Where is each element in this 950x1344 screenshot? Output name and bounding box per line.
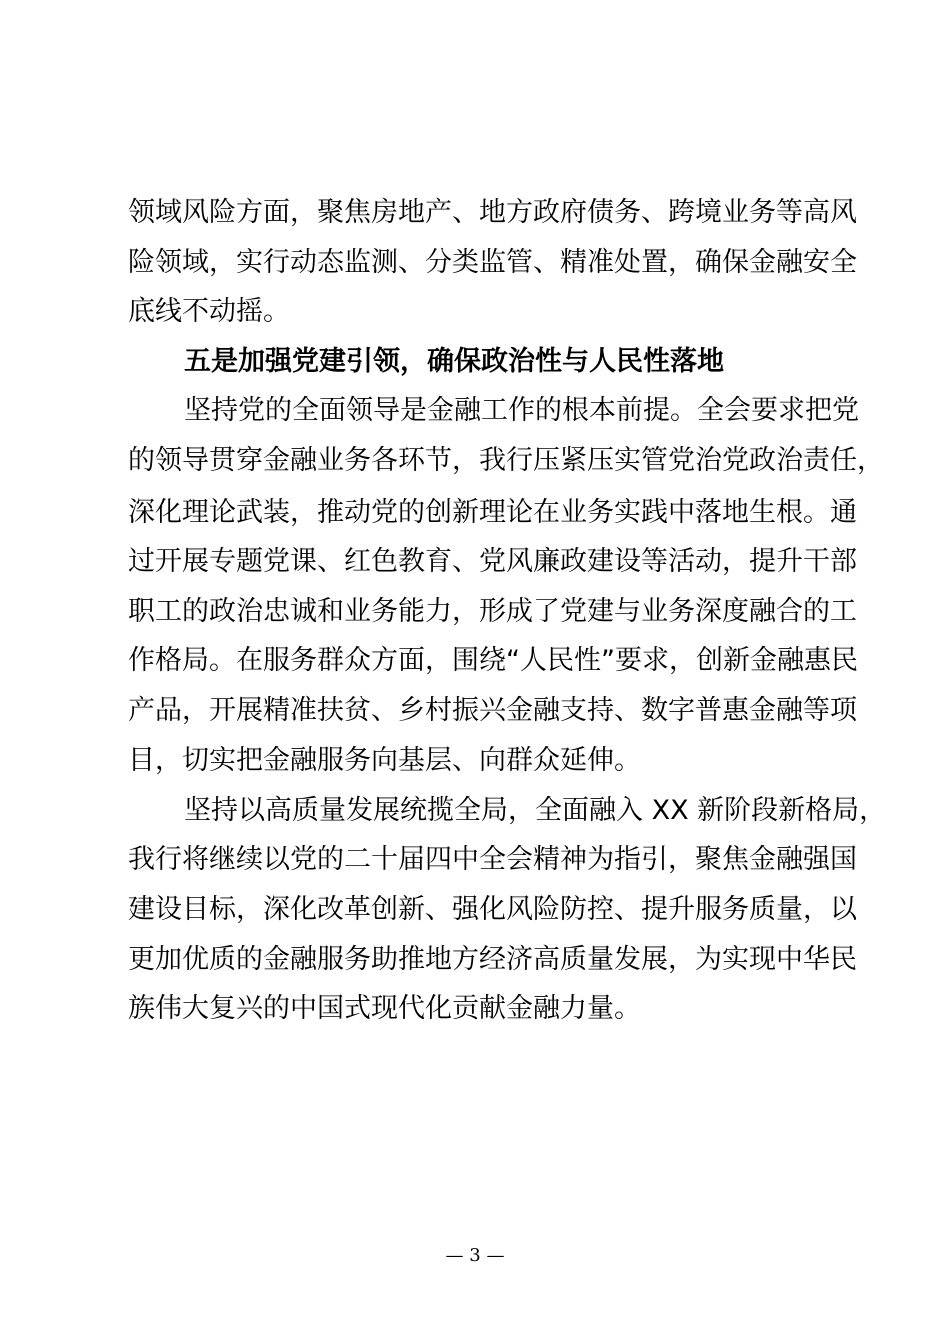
text-line: 领域风险方面，聚焦房地产、地方政府债务、跨境业务等高风 [128, 197, 857, 228]
text-line: 底线不动摇。 [128, 296, 290, 327]
text-line: 目，切实把金融服务向基层、向群众延伸。 [128, 745, 641, 776]
text-line: 坚持党的全面领导是金融工作的根本前提。全会要求把党 [184, 395, 859, 426]
text-line: 作格局。在服务群众方面，围绕“人民性”要求，创新金融惠民 [128, 645, 858, 676]
text-line: 险领域，实行动态监测、分类监管、精准处置，确保金融安全 [128, 247, 857, 278]
text-line: 族伟大复兴的中国式现代化贡献金融力量。 [128, 993, 641, 1024]
page-number: — 3 — [445, 1245, 505, 1266]
text-line: 我行将继续以党的二十届四中全会精神为指引，聚焦金融强国 [128, 844, 857, 875]
text-line: 职工的政治忠诚和业务能力，形成了党建与业务深度融合的工 [128, 596, 857, 627]
text-line: 过开展专题党课、红色教育、党风廉政建设等活动，提升干部 [128, 546, 857, 577]
section-heading: 五是加强党建引领，确保政治性与人民性落地 [184, 346, 724, 377]
text-line: 更加优质的金融服务助推地方经济高质量发展，为实现中华民 [128, 944, 857, 975]
text-line: 产品，开展精准扶贫、乡村振兴金融支持、数字普惠金融等项 [128, 695, 857, 726]
text-line: 建设目标，深化改革创新、强化风险防控、提升服务质量，以 [128, 894, 857, 925]
text-line: 深化理论武装，推动党的创新理论在业务实践中落地生根。通 [128, 497, 857, 528]
text-line: 的领导贯穿金融业务各环节，我行压紧压实管党治党政治责任， [128, 445, 884, 476]
text-line: 坚持以高质量发展统揽全局，全面融入 XX 新阶段新格局， [184, 795, 887, 826]
